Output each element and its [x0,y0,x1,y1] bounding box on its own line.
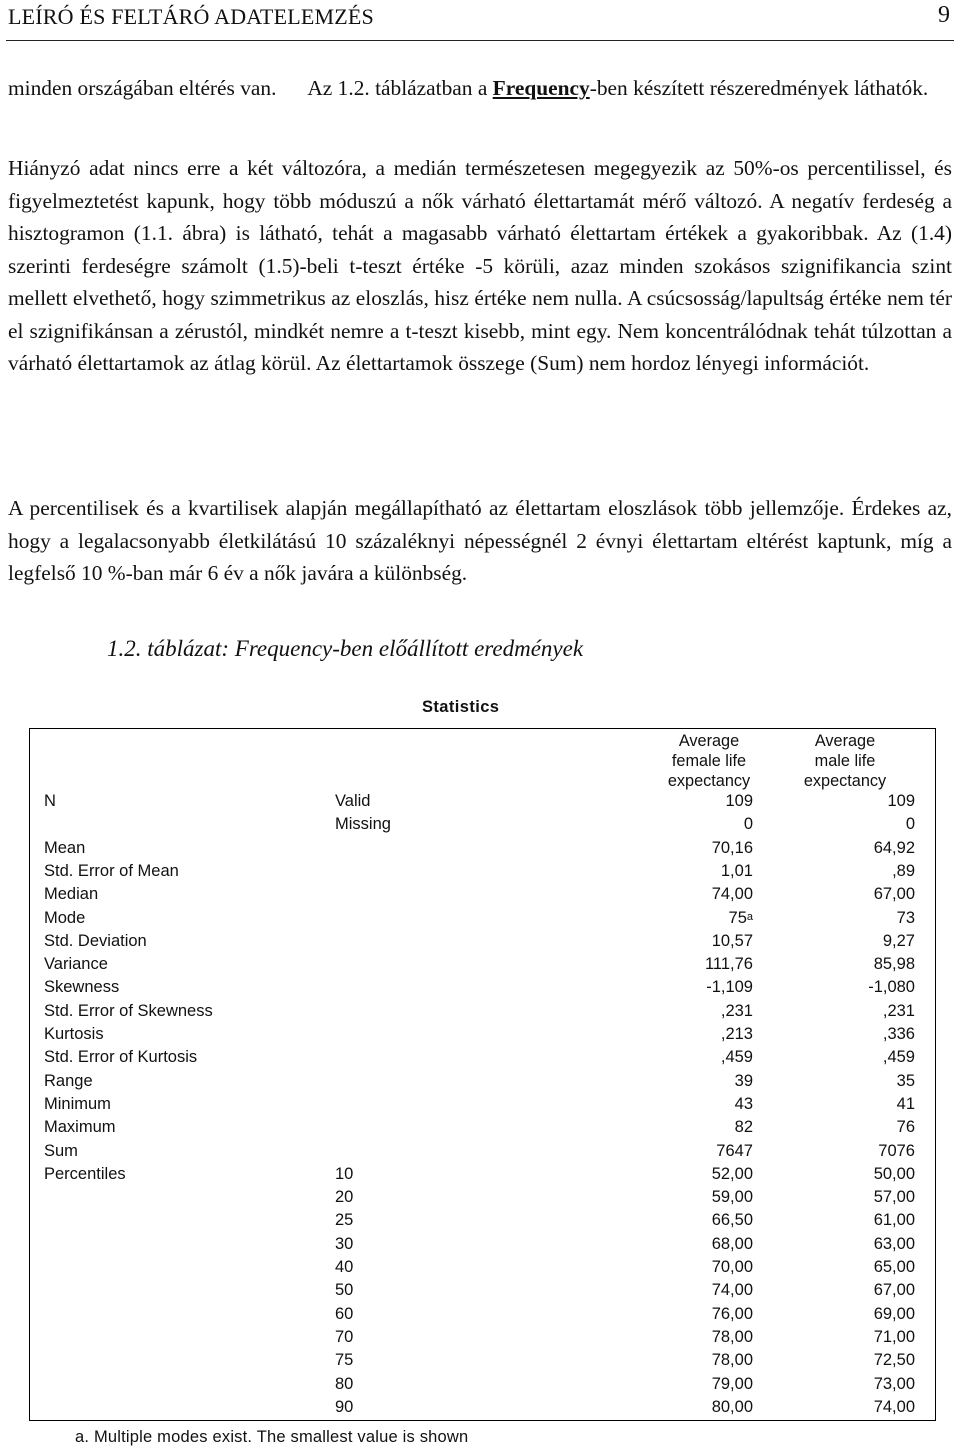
female-value: ,213 [720,1025,753,1043]
running-header-title: LEÍRÓ ÉS FELTÁRÓ ADATELEMZÉS [8,4,374,29]
female-value-cell [721,860,753,883]
female-value-cell [735,1093,753,1116]
male-value: 9,27 [882,931,915,950]
table-footnote: a. Multiple modes exist. The smallest value is shown [75,1428,469,1446]
row-label: Range [44,1071,93,1090]
row-label: Kurtosis [44,1025,104,1043]
table-row [30,1093,934,1116]
male-value: ,459 [882,1048,915,1067]
male-value: 64,92 [873,838,915,857]
page-number: 9 [938,2,950,28]
female-value-cell [712,930,753,953]
male-value: 74,00 [873,1397,915,1416]
female-value: 109 [725,792,753,810]
statistics-table [29,728,936,1421]
male-value: 50,00 [873,1164,915,1183]
row-sublabel: 20 [335,1188,354,1207]
male-value: 63,00 [873,1234,915,1253]
female-value-cell [706,976,753,999]
male-value: ,231 [882,1001,915,1020]
female-value-cell [716,1140,753,1163]
row-label: Mean [44,838,86,857]
row-sublabel: 50 [335,1281,354,1300]
table-row [30,1349,934,1372]
female-value-cell [744,813,753,836]
row-label: Variance [44,955,108,974]
female-value: 52,00 [711,1164,753,1183]
male-value: ,89 [892,861,915,880]
female-value: 78,00 [711,1351,753,1370]
row-label: Std. Error of Kurtosis [44,1048,198,1067]
table-row [30,1116,934,1139]
row-label: Mode [44,908,86,927]
column-header-female-line: Average [678,732,740,750]
table-row [30,976,934,999]
row-sublabel: 40 [335,1258,354,1276]
female-value: 74,00 [711,885,753,904]
row-sublabel: 80 [335,1374,354,1393]
row-sublabel: 25 [335,1211,354,1230]
female-value-cell [712,837,753,860]
row-sublabel: 70 [335,1327,354,1346]
column-header-male [770,732,920,791]
row-sublabel: 10 [335,1164,354,1183]
table-row [30,1140,934,1163]
row-sublabel: 75 [335,1351,354,1370]
male-value: 85,98 [873,955,915,974]
column-header-female-line: female life [671,751,747,770]
female-value-cell [712,1303,753,1326]
female-value-cell [712,1326,753,1349]
male-value: 57,00 [873,1188,915,1207]
male-value: 67,00 [873,1281,915,1300]
row-label: N [44,792,56,810]
paragraph-intro-text-before: minden országában eltérés van. Az 1.2. táblázatban a [8,76,493,100]
female-value: 59,00 [711,1188,753,1207]
female-value: 74,00 [711,1281,753,1300]
paragraph-intro [8,72,952,105]
female-value: 80,00 [711,1397,753,1416]
table-row [30,1303,934,1326]
female-value: 7647 [716,1141,753,1160]
row-label: Minimum [44,1094,111,1113]
column-header-female [634,732,784,791]
table-row [30,1233,934,1256]
male-value: 61,00 [873,1211,915,1230]
row-label: Std. Error of Mean [44,861,179,880]
female-value-cell [721,1046,753,1069]
female-value: 0 [743,815,753,834]
female-value: 78,00 [711,1327,753,1346]
female-value: 39 [734,1071,753,1090]
female-value-cell [705,953,753,976]
male-value: 41 [896,1094,915,1113]
table-row [30,790,934,813]
male-value: 73,00 [873,1374,915,1393]
female-value-cell [735,1070,753,1093]
footnote-marker: a [746,910,753,923]
male-value: 67,00 [873,885,915,904]
female-value: 1,01 [720,861,753,880]
table-row [30,1000,934,1023]
table-caption: 1.2. táblázat: Frequency-ben előállított eredmények [107,636,584,661]
female-value-cell [712,1396,753,1419]
female-value-cell [712,1373,753,1396]
female-value: 10,57 [711,931,753,950]
male-value: 0 [905,815,915,834]
row-sublabel: Valid [335,792,371,810]
female-value: 43 [734,1094,753,1113]
table-row [30,1279,934,1302]
row-label: Sum [44,1141,78,1160]
female-value: 82 [734,1118,753,1137]
female-value-cell [712,1279,753,1302]
female-value: 76,00 [711,1304,753,1323]
table-row [30,1256,934,1279]
table-row [30,1023,934,1046]
row-label: Maximum [44,1118,116,1137]
table-row [30,1396,934,1419]
female-value-cell [729,907,753,930]
male-value: 72,50 [873,1351,915,1370]
table-row [30,1070,934,1093]
male-value: 76 [896,1118,915,1137]
female-value: 70,16 [711,838,753,857]
column-header-male-line: expectancy [803,771,887,790]
table-row [30,883,934,906]
row-sublabel: 30 [335,1234,354,1253]
male-value: ,336 [882,1025,915,1043]
female-value-cell [725,790,753,813]
row-label: Std. Error of Skewness [44,1001,213,1020]
running-header [6,0,954,41]
row-label: Skewness [44,978,120,997]
female-value-cell [712,1233,753,1256]
table-row [30,1326,934,1349]
female-value-cell [735,1116,753,1139]
column-header-male-line: male life [814,751,876,770]
table-row [30,860,934,883]
male-value: 69,00 [873,1304,915,1323]
female-value-cell [712,1209,753,1232]
male-value: 65,00 [873,1258,915,1276]
male-value: 7076 [878,1141,915,1160]
female-value-cell [712,1256,753,1279]
row-sublabel: 90 [335,1397,354,1416]
female-value: 79,00 [711,1374,753,1393]
female-value: ,231 [720,1001,753,1020]
female-value-cell [721,1000,753,1023]
paragraph-analysis: Hiányzó adat nincs erre a két változóra, a medián természetesen megegyezik az 50%-os percentilissel, és figyelmeztetést kapunk, hogy több móduszú a nők várható élettartamát mérő változó. A negatív ferdeség a hisztogramon (1.1. ábra) is látható, tehát a magasabb várható élettartam értékek a gyakoribbak. Az (1.4) szerinti ferdeségre számolt (1.5)-beli t-teszt értéke -5 körüli, azaz minden szokásos szignifikancia szint mellett elvethető, hogy szimmetrikus az eloszlás, hisz értéke nem nulla. A csúcsosság/lapultság értéke nem tér el szignifikánsan a zérustól, mindkét nemre a t-teszt kisebb, mint egy. Nem koncentrálódnak tehát túlzottan a várható élettartamok az átlag körül. Az élettartamok összege (Sum) nem hordoz lényegi információt. [8,156,952,375]
row-sublabel: Missing [335,815,391,834]
table-row [30,813,934,836]
table-row [30,1046,934,1069]
female-value: -1,109 [706,978,753,997]
paragraph-percentiles: A percentilisek és a kvartilisek alapján megállapítható az élettartam eloszlások több jellemzője. Érdekes az, hogy a legalacsonyabb életkilátású 10 százaléknyi népességnél 2 évnyi élettartam eltérést kaptunk, míg a legfelső 10 %-ban már 6 év a nők javára a különbség. [8,496,952,585]
table-row [30,837,934,860]
table-row [30,907,934,930]
table-row [30,930,934,953]
statistics-title: Statistics [422,698,500,716]
male-value: 71,00 [873,1327,915,1346]
male-value: 73 [896,908,915,927]
female-value-cell [721,1023,753,1046]
female-value: 66,50 [711,1211,753,1230]
male-value: 109 [887,792,915,810]
paragraph-intro-text-after: -ben készített részeredmények láthatók. [589,76,929,100]
frequency-link[interactable]: Frequency [492,76,590,100]
female-value: 75 [728,908,747,927]
female-value: 68,00 [711,1234,753,1253]
male-value: 35 [896,1071,915,1090]
column-header-male-line: Average [814,732,876,750]
table-row [30,1163,934,1186]
female-value: 70,00 [711,1258,753,1276]
row-label: Percentiles [44,1164,126,1183]
female-value-cell [712,1186,753,1209]
female-value-cell [712,883,753,906]
female-value: ,459 [720,1048,753,1067]
table-row [30,1209,934,1232]
table-row [30,953,934,976]
row-sublabel: 60 [335,1304,354,1323]
male-value: -1,080 [868,978,915,997]
column-header-female-line: expectancy [667,771,751,790]
table-row [30,1186,934,1209]
table-row [30,1373,934,1396]
female-value-cell [712,1163,753,1186]
row-label: Std. Deviation [44,931,147,950]
female-value-cell [712,1349,753,1372]
female-value: 111,76 [704,955,753,974]
row-label: Median [44,885,99,904]
